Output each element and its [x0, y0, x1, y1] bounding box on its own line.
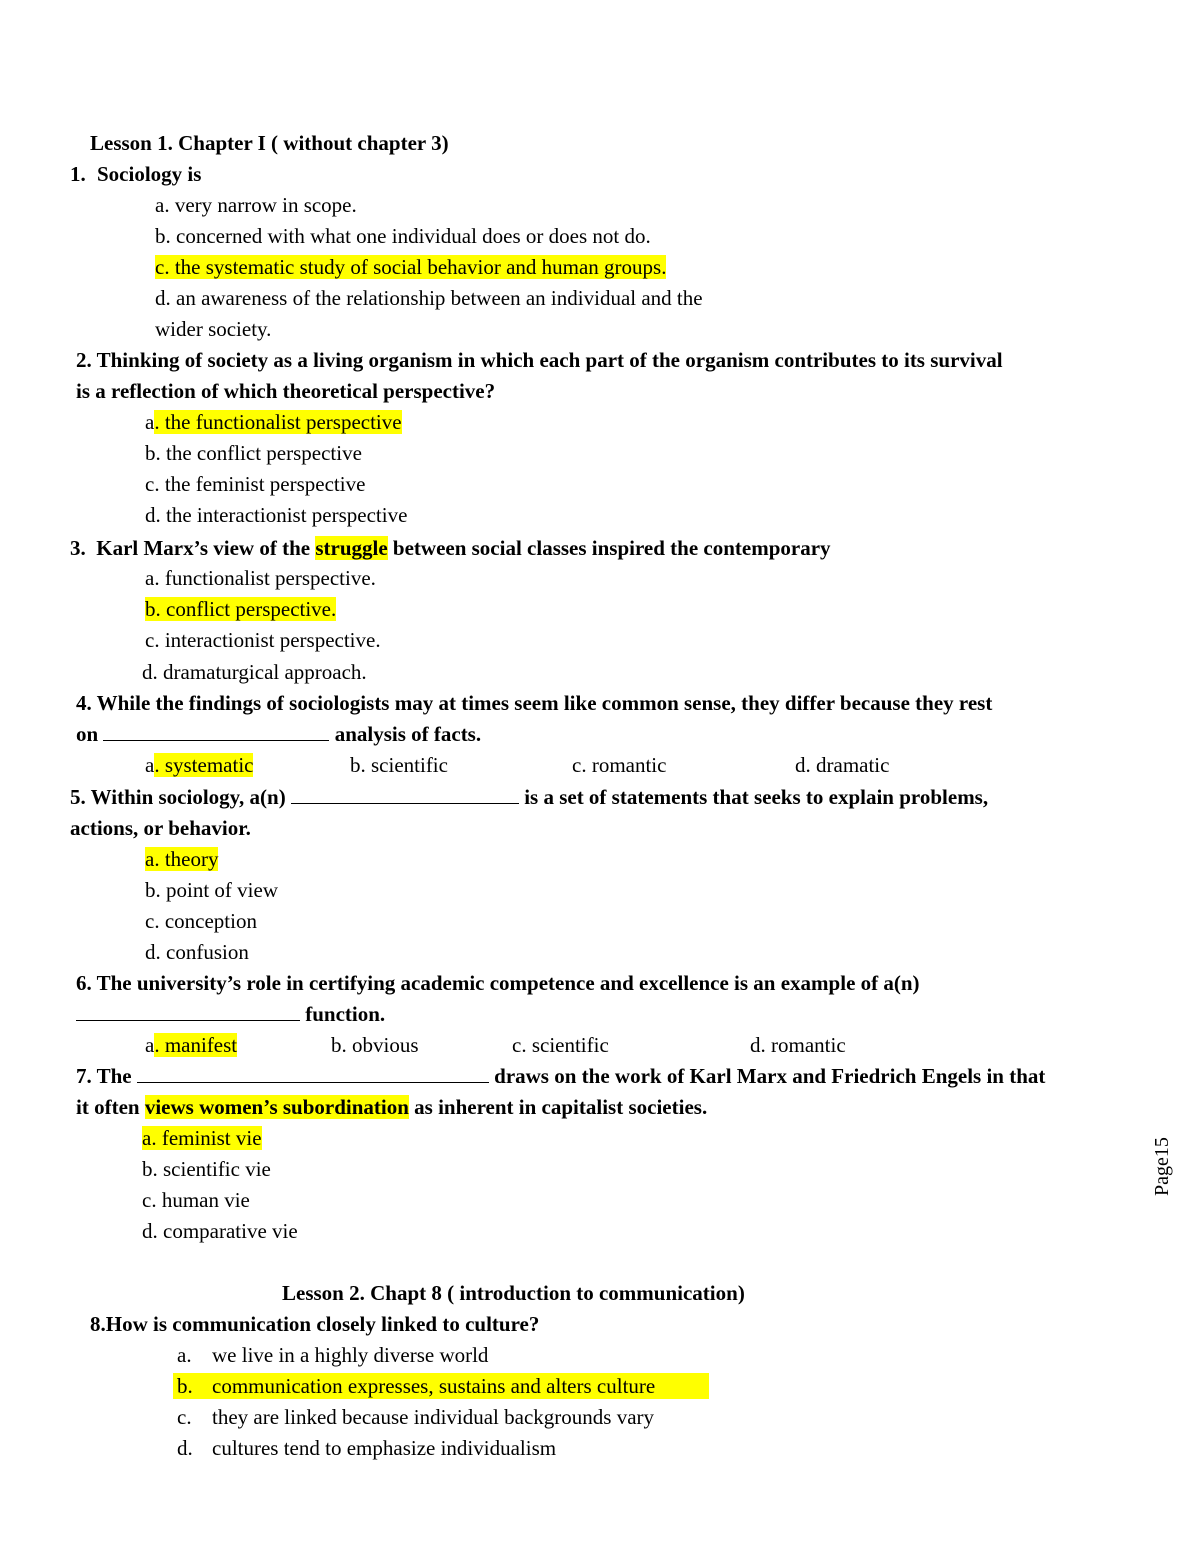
q6-option-a — [145, 1032, 237, 1058]
q1-option-c-highlight: c. the systematic study of social behavior and human groups. — [155, 255, 667, 279]
q2-option-c: c. the feminist perspective — [145, 472, 366, 496]
q3-option-a: a. functionalist perspective. — [145, 566, 376, 590]
question-3 — [70, 535, 831, 561]
answer-blank — [137, 1064, 489, 1083]
question-3-highlight: struggle — [315, 536, 388, 560]
q2-option-b: b. the conflict perspective — [145, 441, 362, 465]
question-7-line-2 — [76, 1094, 707, 1120]
q7-option-d: d. comparative vie — [142, 1219, 298, 1243]
answer-blank — [103, 722, 329, 741]
question-5-line-2: actions, or behavior. — [70, 816, 251, 840]
q2-option-a-prefix: a — [145, 410, 155, 434]
q1-option-c — [155, 254, 666, 280]
question-6-line-2 — [76, 1001, 385, 1027]
question-7-line-1-after: draws on the work of Karl Marx and Friedrich Engels in that — [488, 1064, 1046, 1088]
q7-option-a-highlight: a. feminist vie — [142, 1126, 262, 1150]
answer-blank — [76, 1002, 300, 1021]
q1-option-a: a. very narrow in scope. — [155, 193, 357, 217]
question-5-line-1-after: is a set of statements that seeks to explain problems, — [518, 785, 989, 809]
lesson-1-title: Lesson 1. Chapter I ( without chapter 3) — [90, 131, 449, 155]
q3-option-c: c. interactionist perspective. — [145, 628, 381, 652]
q8-option-b: communication expresses, sustains and alters culture — [212, 1374, 656, 1398]
question-4-line-2 — [76, 721, 481, 747]
q8-option-c: they are linked because individual backgrounds vary — [212, 1405, 655, 1429]
q7-option-c: c. human vie — [142, 1188, 250, 1212]
question-6-line-1: 6. The university’s role in certifying academic competence and excellence is an example of a(n) — [76, 971, 920, 995]
q5-option-a-highlight: a. theory — [145, 847, 219, 871]
q6-option-a-highlight: . manifest — [154, 1033, 238, 1057]
question-1-number: 1. — [70, 162, 86, 186]
q6-option-b: b. obvious — [331, 1033, 419, 1057]
q4-option-a — [145, 752, 253, 778]
question-4-line-2-after: analysis of facts. — [329, 722, 482, 746]
question-3-before: 3. Karl Marx’s view of the — [70, 536, 316, 560]
q5-option-b: b. point of view — [145, 878, 278, 902]
question-3-after: between social classes inspired the contemporary — [387, 536, 831, 560]
question-1 — [70, 161, 201, 187]
question-7-line-2-before: it often — [76, 1095, 145, 1119]
page-number: Page15 — [1151, 1137, 1173, 1197]
question-6-line-2-after: function. — [300, 1002, 386, 1026]
q8-option-c-letter: c. — [177, 1405, 192, 1429]
q8-option-d: cultures tend to emphasize individualism — [212, 1436, 557, 1460]
q3-option-b — [145, 596, 336, 622]
q2-option-a — [145, 409, 402, 435]
q3-option-d: d. dramaturgical approach. — [142, 660, 367, 684]
question-2-line-2: is a reflection of which theoretical perspective? — [76, 379, 496, 403]
q5-option-d: d. confusion — [145, 940, 249, 964]
q4-option-b: b. scientific — [350, 753, 448, 777]
q6-option-a-prefix: a — [145, 1033, 155, 1057]
q8-option-b-letter: b. — [177, 1374, 193, 1398]
q1-option-b: b. concerned with what one individual does or does not do. — [155, 224, 651, 248]
q3-option-b-highlight: b. conflict perspective. — [145, 597, 337, 621]
q8-option-a-letter: a. — [177, 1343, 192, 1367]
q6-option-d: d. romantic — [750, 1033, 846, 1057]
question-5-line-1-before: 5. Within sociology, a(n) — [70, 785, 291, 809]
answer-blank — [291, 785, 519, 804]
question-4-line-2-before: on — [76, 722, 104, 746]
question-7-line-1 — [76, 1063, 1045, 1089]
q2-option-d: d. the interactionist perspective — [145, 503, 408, 527]
q7-option-a — [142, 1125, 262, 1151]
lesson-2-title: Lesson 2. Chapt 8 ( introduction to communication) — [282, 1281, 745, 1305]
question-4-line-1: 4. While the findings of sociologists may at times seem like common sense, they differ because they rest — [76, 691, 993, 715]
q8-option-a: we live in a highly diverse world — [212, 1343, 489, 1367]
question-8: 8.How is communication closely linked to culture? — [90, 1312, 540, 1336]
question-2-line-1: 2. Thinking of society as a living organism in which each part of the organism contributes to its survival — [76, 348, 1003, 372]
q5-option-a — [145, 846, 218, 872]
q4-option-a-highlight: . systematic — [154, 753, 254, 777]
q4-option-d: d. dramatic — [795, 753, 890, 777]
q5-option-c: c. conception — [145, 909, 257, 933]
question-7-highlight: views women’s subordination — [144, 1095, 409, 1119]
q4-option-a-prefix: a — [145, 753, 155, 777]
q6-option-c: c. scientific — [512, 1033, 609, 1057]
q1-option-d-line-1: d. an awareness of the relationship between an individual and the — [155, 286, 703, 310]
question-7-line-2-after: as inherent in capitalist societies. — [408, 1095, 708, 1119]
question-1-stem: Sociology is — [97, 162, 202, 186]
question-5-line-1 — [70, 784, 988, 810]
q1-option-d-line-2: wider society. — [155, 317, 272, 341]
q4-option-c: c. romantic — [572, 753, 667, 777]
q8-option-d-letter: d. — [177, 1436, 193, 1460]
q7-option-b: b. scientific vie — [142, 1157, 271, 1181]
q2-option-a-highlight: . the functionalist perspective — [154, 410, 402, 434]
question-7-line-1-before: 7. The — [76, 1064, 137, 1088]
